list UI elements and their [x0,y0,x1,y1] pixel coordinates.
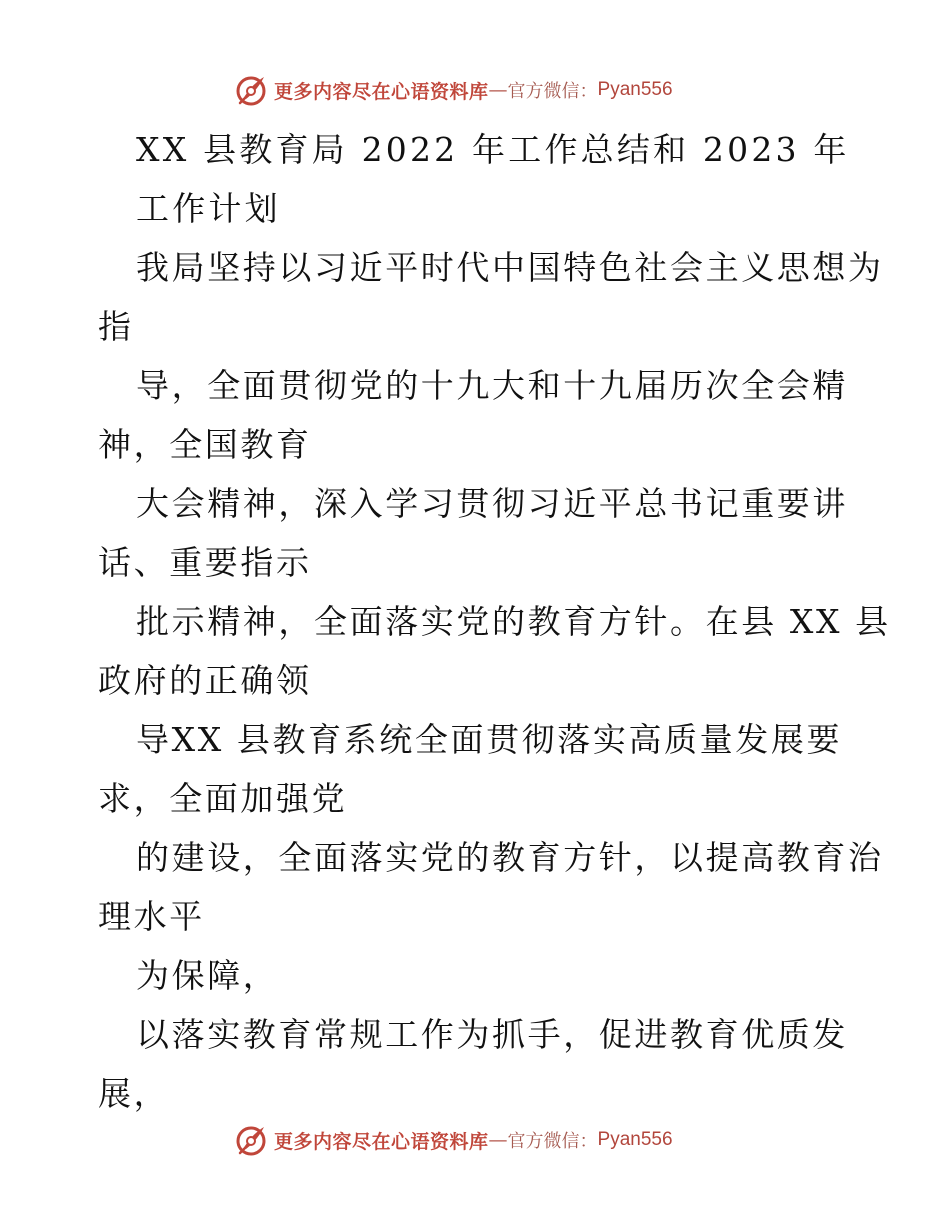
paragraph-line: 神，全国教育 [98,425,312,464]
document-body [98,120,891,1123]
paragraph-line: 以落实教育常规工作为抓手，促进教育优质发 [136,1015,848,1054]
document-title-line-1: XX 县教育局 2022 年工作总结和 2023 年 [136,130,850,169]
footer-watermark [234,1120,714,1160]
paragraph-line: 理水平 [98,897,205,936]
watermark-separator: — [488,1129,508,1151]
paragraph-line: 展， [98,1074,170,1113]
paragraph-line: 指 [98,307,134,346]
watermark-sub-text: 官方微信： [507,1131,598,1152]
feather-quill-icon [234,1123,268,1157]
watermark-sub-text: 官方微信： [507,81,598,102]
watermark-wechat-id: Pyan556 [597,1129,673,1150]
paragraph-line: 批示精神，全面落实党的教育方针。在县 XX 县 [136,602,891,641]
watermark-main-text: 更多内容尽在心语资料库 [274,1130,489,1153]
watermark-main-text: 更多内容尽在心语资料库 [274,80,489,103]
paragraph-line: 求，全面加强党 [98,779,348,818]
paragraph-line: 话、重要指示 [98,543,312,582]
document-title-line-2: 工作计划 [136,189,281,228]
paragraph-line: 我局坚持以习近平时代中国特色社会主义思想为 [136,248,884,287]
watermark-wechat-id: Pyan556 [597,79,673,100]
watermark-separator: — [488,79,508,101]
feather-quill-icon [234,73,268,107]
header-watermark [234,70,714,110]
paragraph-line: 为保障， [136,956,279,995]
paragraph-line: 大会精神，深入学习贯彻习近平总书记重要讲 [136,484,848,523]
paragraph-line: 导XX 县教育系统全面贯彻落实高质量发展要 [136,720,843,759]
paragraph-line: 政府的正确领 [98,661,312,700]
paragraph-line: 导，全面贯彻党的十九大和十九届历次全会精 [136,366,848,405]
paragraph-line: 的建设，全面落实党的教育方针，以提高教育治 [136,838,884,877]
